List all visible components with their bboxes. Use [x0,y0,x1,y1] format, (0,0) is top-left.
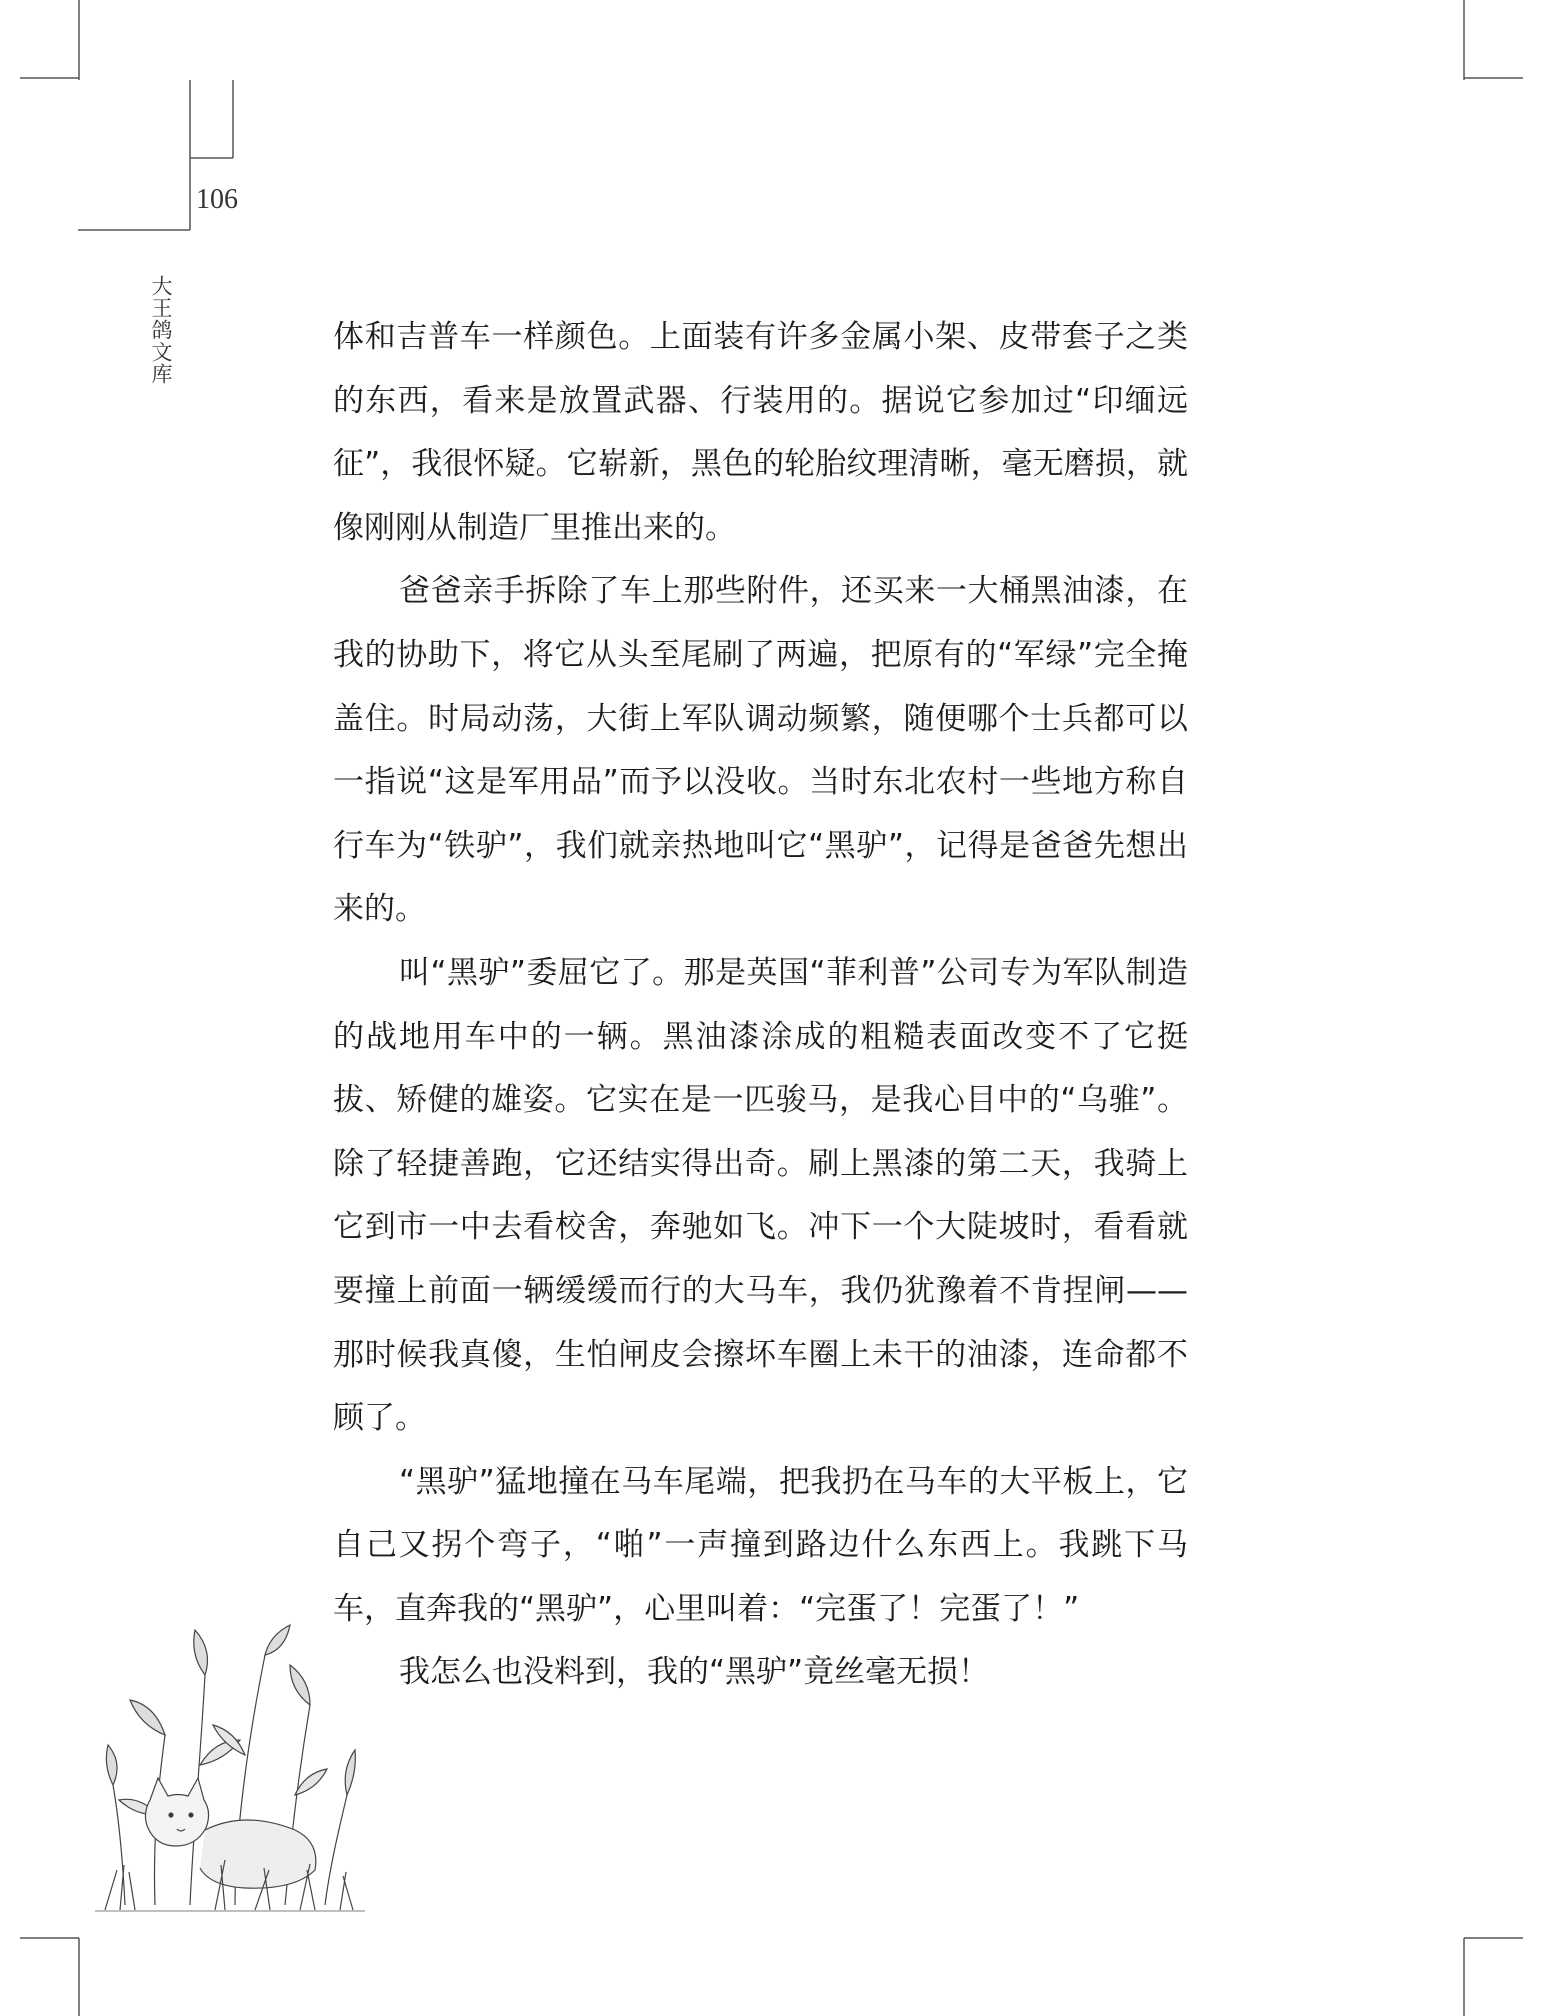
page-number: 106 [196,184,238,215]
paragraph: “黑驴”猛地撞在马车尾端，把我扔在马车的大平板上，它自己又拐个弯子，“啪”一声撞到路边什么东西上。我跳下马车，直奔我的“黑驴”，心里叫着：“完蛋了！完蛋了！” [333,1463,1188,1627]
series-title: 大王鸽文库 [149,275,173,385]
paragraph: 爸爸亲手拆除了车上那些附件，还买来一大桶黑油漆，在我的协助下，将它从头至尾刷了两遍，把原有的“军绿”完全掩盖住。时局动荡，大街上军队调动频繁，随便哪个士兵都可以一指说“这是军用品”而予以没收。当时东北农村一些地方称自行车为“铁驴”，我们就亲热地叫它“黑驴”，记得是爸爸先想出来的。 [333,573,1188,928]
body-text [333,306,1188,1705]
fox-illustration [95,1615,365,1915]
paragraph: 体和吉普车一样颜色。上面装有许多金属小架、皮带套子之类的东西，看来是放置武器、行装用的。据说它参加过“印缅远征”，我很怀疑。它崭新，黑色的轮胎纹理清晰，毫无磨损，就像刚刚从制造厂里推出来的。 [333,319,1188,546]
paragraph: 叫“黑驴”委屈它了。那是英国“菲利普”公司专为军队制造的战地用车中的一辆。黑油漆涂成的粗糙表面改变不了它挺拔、矫健的雄姿。它实在是一匹骏马，是我心目中的“乌骓”。除了轻捷善跑，它还结实得出奇。刷上黑漆的第二天，我骑上它到市一中去看校舍，奔驰如飞。冲下一个大陡坡时，看看就要撞上前面一辆缓缓而行的大马车，我仍犹豫着不肯捏闸——那时候我真傻，生怕闸皮会擦坏车圈上未干的油漆，连命都不顾了。 [333,954,1188,1437]
paragraph: 我怎么也没料到，我的“黑驴”竟丝毫无损！ [399,1654,990,1691]
